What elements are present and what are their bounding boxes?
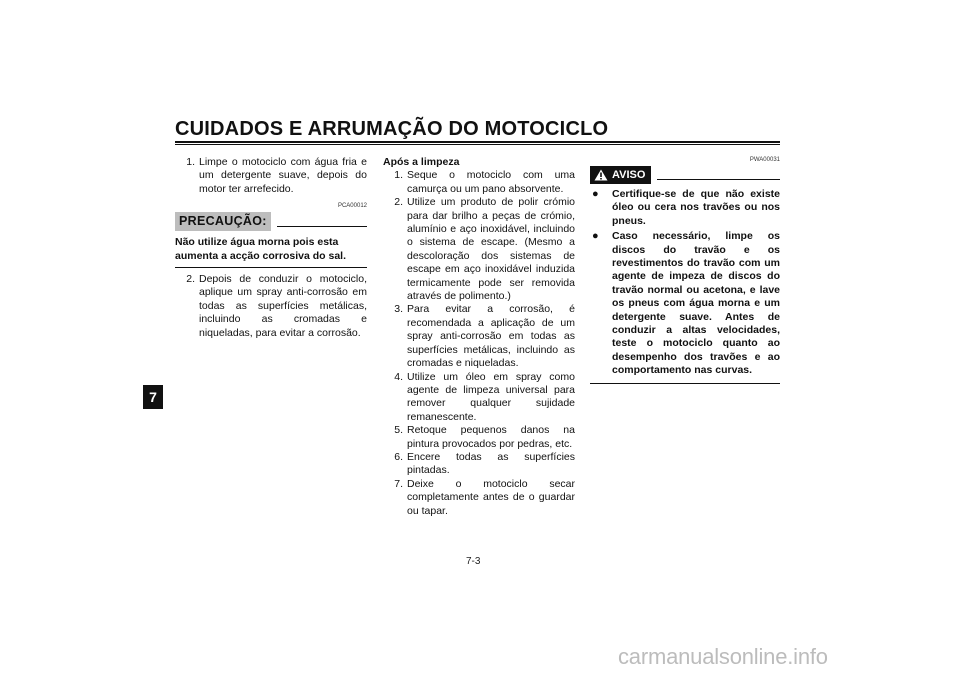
caution-rule [277, 226, 367, 227]
warning-triangle-icon [594, 169, 608, 181]
warning-rule [657, 179, 780, 180]
list-item [383, 371, 575, 425]
item-text: Limpe o motociclo com água fria e um detergente suave, depois do motor ter arrefecido. [199, 156, 367, 195]
list-item [383, 451, 575, 478]
item-text: Depois de conduzir o motociclo, aplique um spray anti-corrosão em todas as superfícies metálicas, incluindo as cromadas e niqueladas, para evitar a corrosão. [199, 273, 367, 339]
item-number: 4. [394, 370, 403, 383]
item-text: Encere todas as superfícies pintadas. [407, 450, 575, 477]
list-item [175, 273, 367, 340]
item-number: 2. [186, 273, 195, 286]
section-heading: Após a limpeza [383, 156, 460, 168]
item-text: Seque o motociclo com uma camurça ou um pano absorvente. [407, 169, 575, 195]
warning-bullet [590, 188, 780, 228]
list-item [383, 303, 575, 370]
list-item [175, 156, 367, 196]
item-number: 2. [394, 196, 403, 209]
caution-code: PCA00012 [337, 203, 367, 210]
item-text: Para evitar a corrosão, é recomendada a aplicação de um spray anti-corrosão em todas as superfícies metálicas, incluindo as cromadas e niqueladas. [407, 303, 575, 370]
bullet-icon: ● [592, 188, 599, 200]
item-number: 7. [394, 477, 403, 490]
title-rule-thin [175, 144, 780, 145]
caution-header [175, 212, 367, 231]
warning-end-rule [590, 383, 780, 384]
item-text: Deixe o motociclo secar completamente antes de o guardar ou tapar. [407, 477, 575, 517]
item-text: Retoque pequenos danos na pintura provocados por pedras, etc. [407, 424, 575, 450]
bullet-text: Certifique-se de que não existe óleo ou cera nos travões ou nos pneus. [612, 188, 780, 227]
title-rule [175, 141, 780, 143]
caution-text: Não utilize água morna pois esta aumenta a acção corrosiva do sal. [175, 236, 367, 268]
page-title: CUIDADOS E ARRUMAÇÃO DO MOTOCICLO [175, 118, 609, 140]
bullet-icon: ● [592, 230, 599, 243]
warning-header [590, 166, 780, 184]
list-item [383, 169, 575, 196]
caution-label: PRECAUÇÃO: [175, 212, 271, 231]
warning-badge [590, 166, 651, 184]
list-item [383, 478, 575, 518]
item-number: 5. [394, 424, 403, 437]
column-2 [383, 156, 575, 518]
item-number: 1. [186, 156, 195, 168]
bullet-text: Caso necessário, limpe os discos do travão e os revestimentos do travão com um agente de impeza de discos do travão normal ou acetona, e lave os pneus com água morna e um detergente suave. Antes de conduzir a altas velocidades, teste o motociclo quanto ao desempenho dos travões e ao comportamento nas curvas. [612, 230, 780, 377]
item-number: 6. [394, 450, 403, 463]
list-item [383, 196, 575, 303]
column-1 [175, 156, 367, 340]
page-number: 7-3 [466, 556, 481, 567]
warning-code: PWA00031 [749, 157, 780, 163]
watermark: carmanualsonline.info [618, 644, 828, 669]
item-text: Utilize um óleo em spray como agente de limpeza universal para remover qualquer sujidade remanescente. [407, 370, 575, 423]
warning-bullet [590, 230, 780, 377]
item-number: 3. [394, 303, 403, 316]
list-item [383, 424, 575, 451]
item-number: 1. [394, 169, 403, 182]
item-text: Utilize um produto de polir crómio para dar brilho a peças de crómio, alumínio e aço inoxidável, incluindo o sistema de escape. (Mesmo a descoloração dos sistemas de escape em aço inoxidável induzida termicamente pode ser removida através de polimento.) [407, 196, 575, 303]
warning-label: AVISO [612, 169, 646, 181]
column-3 [590, 156, 780, 384]
chapter-tab: 7 [143, 385, 163, 409]
